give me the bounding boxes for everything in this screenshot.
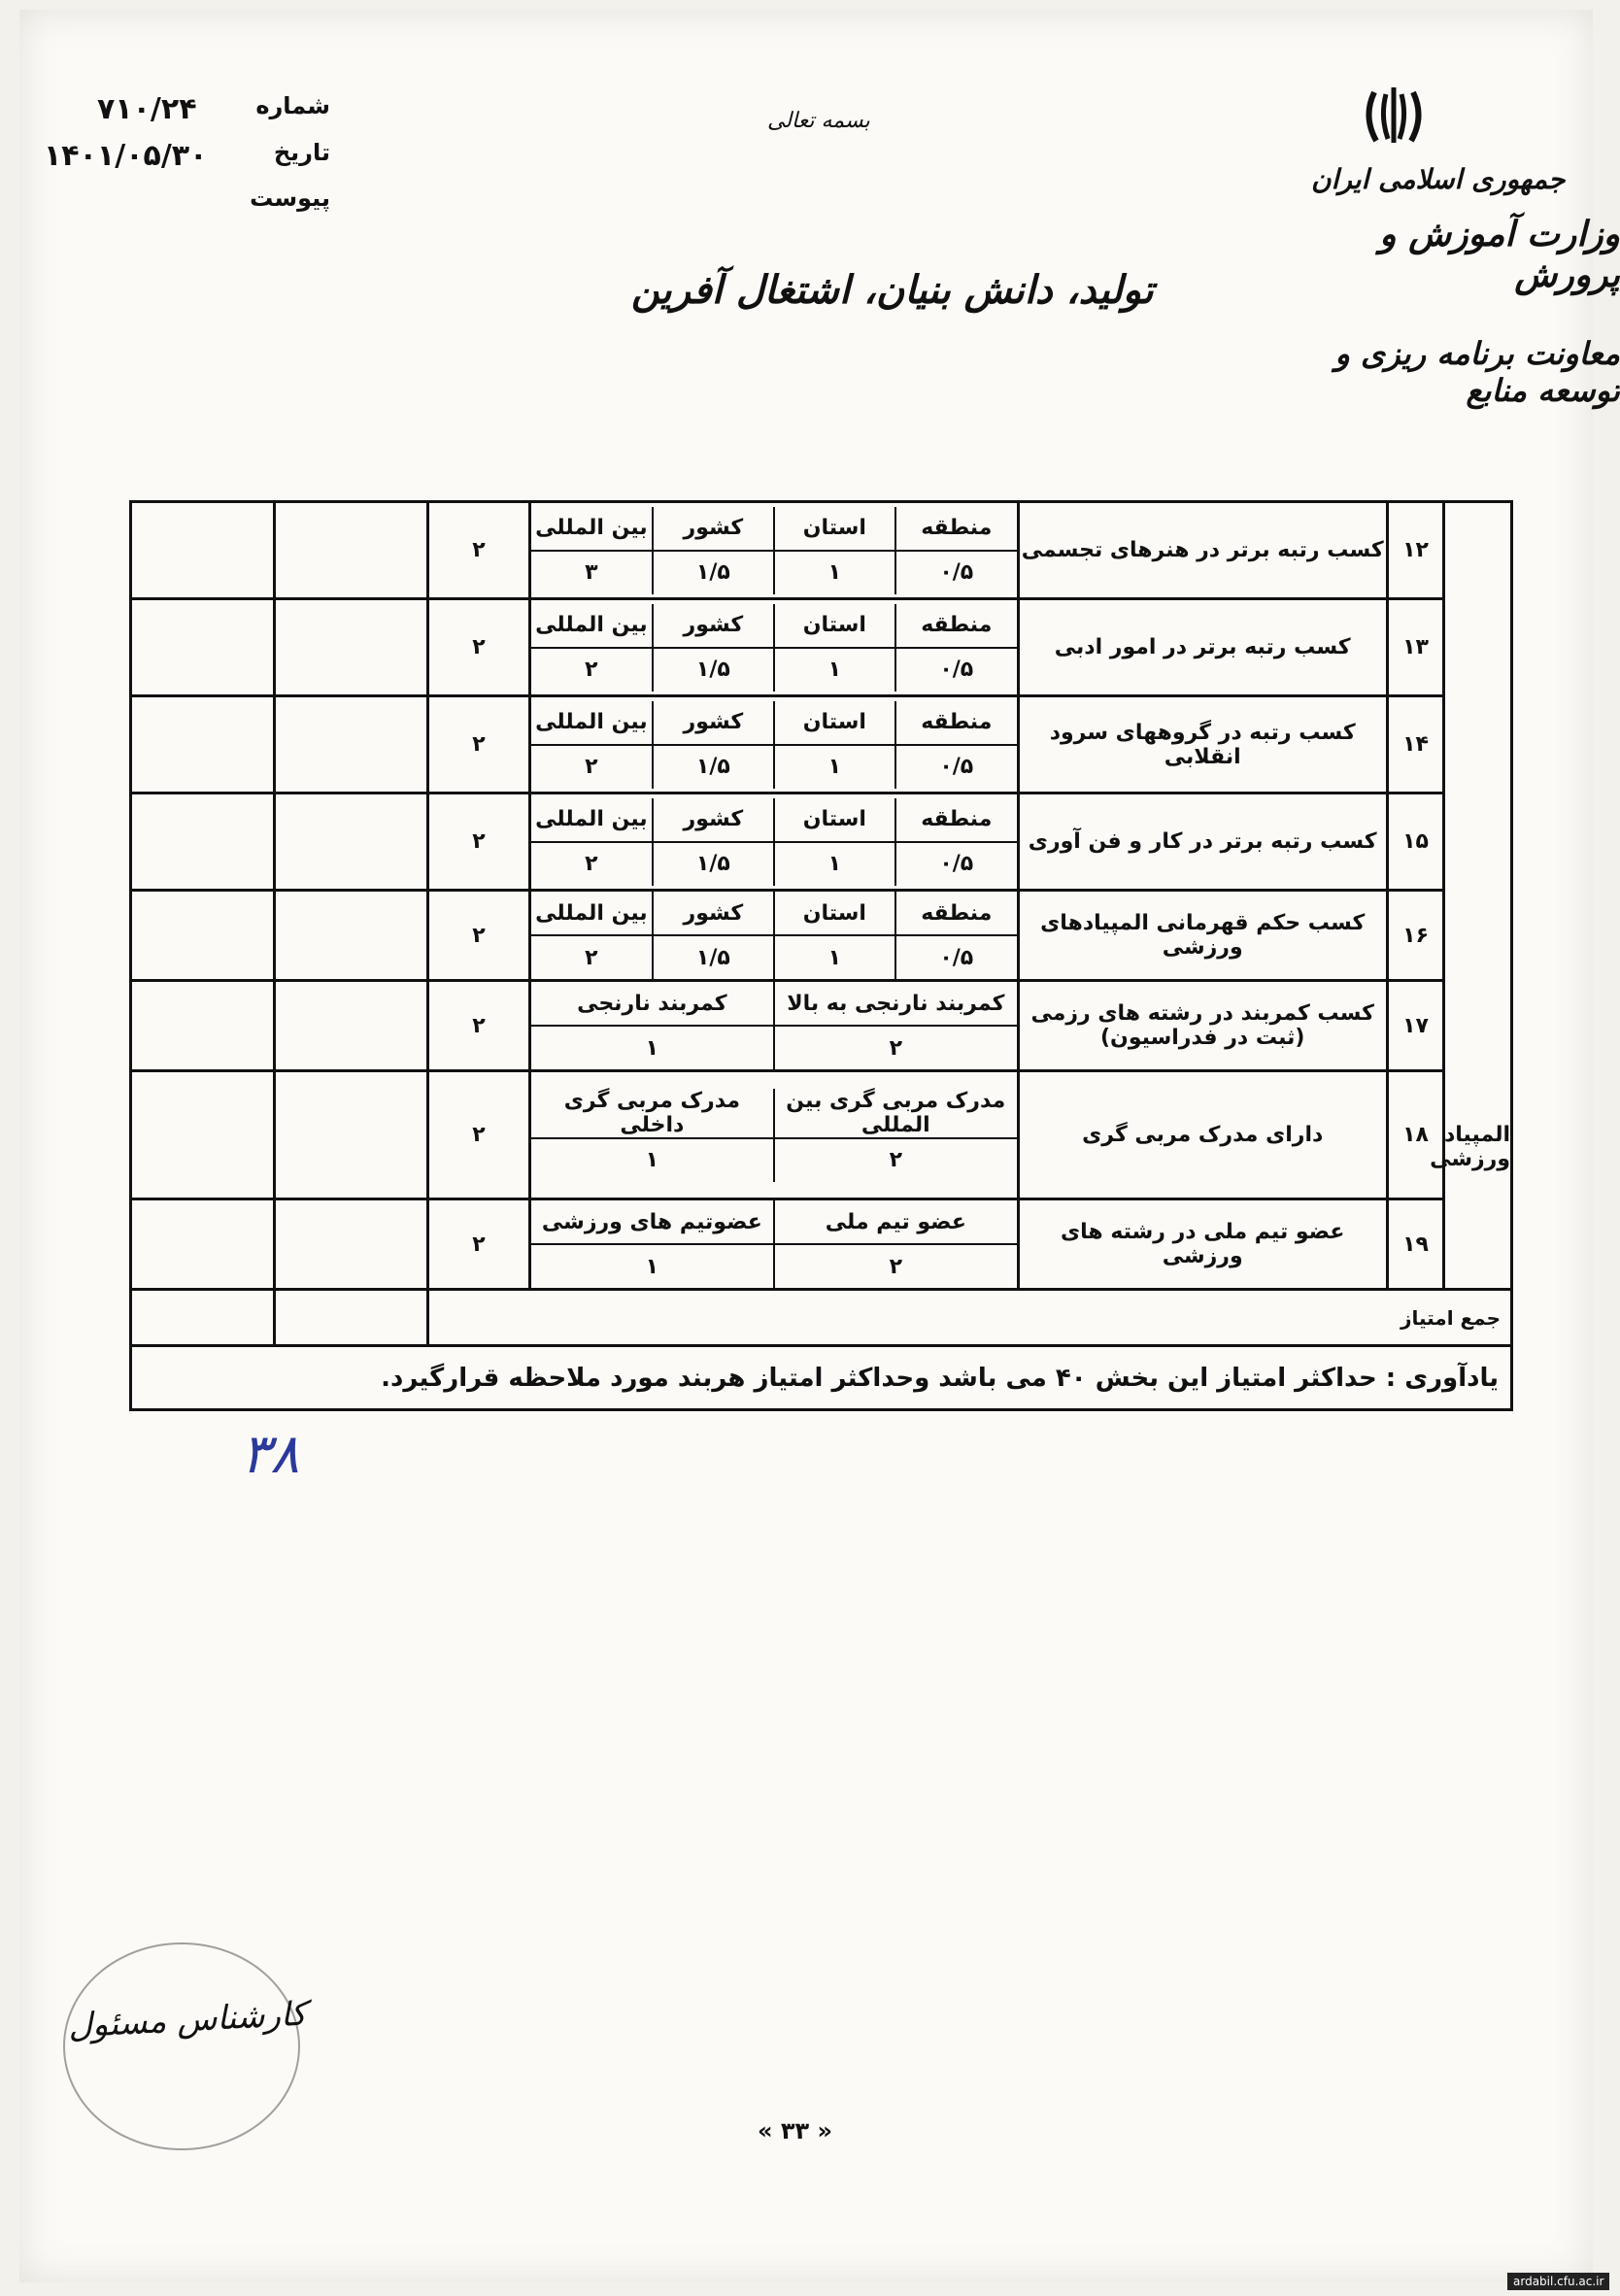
level-value: ۲ xyxy=(531,745,653,789)
slogan: تولید، دانش بنیان، اشتغال آفرین xyxy=(631,267,1154,313)
table-row xyxy=(131,1199,1512,1290)
level-value: ۱ xyxy=(774,648,895,692)
level-names xyxy=(531,982,1017,1026)
level-name: کمربند نارنجی به بالا xyxy=(774,982,1017,1026)
level-names xyxy=(531,1089,1017,1138)
level-value: ۱/۵ xyxy=(653,551,774,594)
total-row xyxy=(131,1290,1512,1346)
level-names xyxy=(531,892,1017,935)
row-number: ۱۵ xyxy=(1387,793,1444,891)
table-row xyxy=(131,696,1512,793)
level-value: ۰/۵ xyxy=(895,745,1017,789)
empty-cell xyxy=(274,793,427,891)
level-values xyxy=(531,1138,1017,1182)
level-values xyxy=(531,551,1017,594)
level-value: ۲ xyxy=(531,648,653,692)
level-value: ۱ xyxy=(774,745,895,789)
attachment-row xyxy=(39,185,330,223)
org-line-1: جمهوری اسلامی ایران xyxy=(1311,163,1566,195)
level-score-grid xyxy=(531,604,1017,692)
level-name: منطقه xyxy=(895,604,1017,648)
table-row xyxy=(131,793,1512,891)
row-description: کسب رتبه برتر در کار و فن آوری xyxy=(1018,793,1387,891)
empty-cell xyxy=(274,599,427,696)
table-row xyxy=(131,502,1512,599)
row-description: دارای مدرک مربی گری xyxy=(1018,1071,1387,1199)
level-name: مدرک مربی گری داخلی xyxy=(531,1089,774,1138)
level-name: استان xyxy=(774,604,895,648)
max-score: ۲ xyxy=(428,891,530,981)
level-value: ۲ xyxy=(774,1244,1017,1288)
page-number: « ۳۳ » xyxy=(758,2117,833,2144)
level-value: ۱/۵ xyxy=(653,935,774,979)
date-value: ۱۴۰۱/۰۵/۳۰ xyxy=(44,139,208,173)
max-score: ۲ xyxy=(428,981,530,1071)
level-value: ۰/۵ xyxy=(895,551,1017,594)
empty-cell xyxy=(131,891,275,981)
empty-cell xyxy=(274,1290,427,1346)
row-number: ۱۲ xyxy=(1387,502,1444,599)
row-number: ۱۴ xyxy=(1387,696,1444,793)
bismillah: بسمه تعالی xyxy=(767,109,870,133)
level-name: کشور xyxy=(653,507,774,551)
max-score: ۲ xyxy=(428,1199,530,1290)
row-number: ۱۸ xyxy=(1387,1071,1444,1199)
level-value: ۱ xyxy=(531,1244,774,1288)
empty-cell xyxy=(274,696,427,793)
row-description: کسب رتبه برتر در هنرهای تجسمی xyxy=(1018,502,1387,599)
level-name: عضوتیم های ورزشی xyxy=(531,1200,774,1244)
level-name: بین المللی xyxy=(531,701,653,745)
empty-cell xyxy=(131,793,275,891)
level-values xyxy=(531,1026,1017,1069)
empty-cell xyxy=(274,1071,427,1199)
level-scores xyxy=(529,1199,1018,1290)
note-row xyxy=(131,1346,1512,1410)
level-scores xyxy=(529,502,1018,599)
level-name: بین المللی xyxy=(531,507,653,551)
level-values xyxy=(531,1244,1017,1288)
level-value: ۱/۵ xyxy=(653,745,774,789)
level-value: ۰/۵ xyxy=(895,935,1017,979)
row-number: ۱۳ xyxy=(1387,599,1444,696)
level-name: بین المللی xyxy=(531,892,653,935)
empty-cell xyxy=(131,981,275,1071)
level-score-grid xyxy=(531,1089,1017,1182)
category-cell xyxy=(1430,502,1512,1290)
table-row xyxy=(131,891,1512,981)
level-names xyxy=(531,798,1017,842)
level-scores xyxy=(529,793,1018,891)
max-score: ۲ xyxy=(428,1071,530,1199)
level-scores xyxy=(529,981,1018,1071)
empty-cell xyxy=(131,1071,275,1199)
level-name: کشور xyxy=(653,892,774,935)
row-description: عضو تیم ملی در رشته های ورزشی xyxy=(1018,1199,1387,1290)
level-names xyxy=(531,604,1017,648)
level-value: ۱ xyxy=(774,551,895,594)
level-scores xyxy=(529,891,1018,981)
empty-cell xyxy=(131,502,275,599)
table-row xyxy=(131,599,1512,696)
max-score: ۲ xyxy=(428,599,530,696)
level-name: بین المللی xyxy=(531,604,653,648)
level-name: کشور xyxy=(653,701,774,745)
level-value: ۲ xyxy=(531,842,653,886)
empty-cell xyxy=(274,891,427,981)
level-name: منطقه xyxy=(895,507,1017,551)
level-name: کشور xyxy=(653,604,774,648)
attachment-label: پیوست xyxy=(250,185,330,212)
level-value: ۱ xyxy=(531,1138,774,1182)
level-value: ۰/۵ xyxy=(895,648,1017,692)
empty-cell xyxy=(131,599,275,696)
org-line-2: وزارت آموزش و پرورش xyxy=(1379,214,1620,295)
total-label: جمع امتیاز xyxy=(428,1290,1512,1346)
level-score-grid xyxy=(531,982,1017,1069)
empty-cell xyxy=(274,981,427,1071)
level-names xyxy=(531,1200,1017,1244)
level-value: ۱/۵ xyxy=(653,648,774,692)
level-value: ۱/۵ xyxy=(653,842,774,886)
empty-cell xyxy=(131,1199,275,1290)
level-name: کمربند نارنجی xyxy=(531,982,774,1026)
scoring-table xyxy=(129,500,1513,1411)
empty-cell xyxy=(131,1290,275,1346)
level-score-grid xyxy=(531,701,1017,789)
number-value: ۷۱۰/۲۴ xyxy=(97,92,197,126)
row-description: کسب رتبه برتر در امور ادبی xyxy=(1018,599,1387,696)
empty-cell xyxy=(131,696,275,793)
signature: کارشناس مسئول xyxy=(67,1994,308,2046)
level-name: منطقه xyxy=(895,892,1017,935)
stamp xyxy=(63,1942,300,2150)
max-score: ۲ xyxy=(428,696,530,793)
level-score-grid xyxy=(531,892,1017,979)
level-name: عضو تیم ملی xyxy=(774,1200,1017,1244)
table-row xyxy=(131,1071,1512,1199)
level-scores xyxy=(529,599,1018,696)
row-description: کسب حکم قهرمانی المپیادهای ورزشی xyxy=(1018,891,1387,981)
level-value: ۱ xyxy=(774,935,895,979)
letter-number-row xyxy=(39,92,330,131)
level-value: ۱ xyxy=(531,1026,774,1069)
level-value: ۱ xyxy=(774,842,895,886)
category-label: المپیاد ورزشی xyxy=(1430,1123,1510,1171)
max-score: ۲ xyxy=(428,793,530,891)
row-number: ۱۷ xyxy=(1387,981,1444,1071)
empty-cell xyxy=(274,502,427,599)
row-number: ۱۶ xyxy=(1387,891,1444,981)
level-name: استان xyxy=(774,892,895,935)
level-value: ۲ xyxy=(774,1138,1017,1182)
letter-date-row xyxy=(39,139,330,178)
row-number: ۱۹ xyxy=(1387,1199,1444,1290)
handwritten-total: ۳۸ xyxy=(241,1423,300,1486)
level-value: ۳ xyxy=(531,551,653,594)
level-name: منطقه xyxy=(895,798,1017,842)
level-values xyxy=(531,935,1017,979)
row-description: کسب رتبه در گروههای سرود انقلابی xyxy=(1018,696,1387,793)
level-score-grid xyxy=(531,1200,1017,1288)
level-scores xyxy=(529,696,1018,793)
empty-cell xyxy=(274,1199,427,1290)
level-name: استان xyxy=(774,701,895,745)
date-label: تاریخ xyxy=(273,139,330,166)
level-values xyxy=(531,648,1017,692)
level-name: استان xyxy=(774,798,895,842)
level-value: ۲ xyxy=(774,1026,1017,1069)
level-name: استان xyxy=(774,507,895,551)
footer-site: ardabil.cfu.ac.ir xyxy=(1507,2273,1609,2290)
level-score-grid xyxy=(531,507,1017,594)
level-name: مدرک مربی گری بین المللی xyxy=(774,1089,1017,1138)
level-name: بین المللی xyxy=(531,798,653,842)
level-value: ۲ xyxy=(531,935,653,979)
department: معاونت برنامه ریزی و توسعه منابع xyxy=(1334,335,1620,409)
level-value: ۰/۵ xyxy=(895,842,1017,886)
level-score-grid xyxy=(531,798,1017,886)
level-names xyxy=(531,701,1017,745)
level-values xyxy=(531,745,1017,789)
level-scores xyxy=(529,1071,1018,1199)
number-label: شماره xyxy=(255,92,330,119)
iran-emblem-icon xyxy=(1355,83,1433,151)
row-description: کسب کمربند در رشته های رزمی (ثبت در فدراسیون) xyxy=(1018,981,1387,1071)
level-name: کشور xyxy=(653,798,774,842)
max-score: ۲ xyxy=(428,502,530,599)
level-names xyxy=(531,507,1017,551)
level-values xyxy=(531,842,1017,886)
table-row xyxy=(131,981,1512,1071)
level-name: منطقه xyxy=(895,701,1017,745)
note-text: یادآوری : حداکثر امتیاز این بخش ۴۰ می باشد وحداکثر امتیاز هربند مورد ملاحظه قرارگیرد. xyxy=(131,1346,1512,1410)
